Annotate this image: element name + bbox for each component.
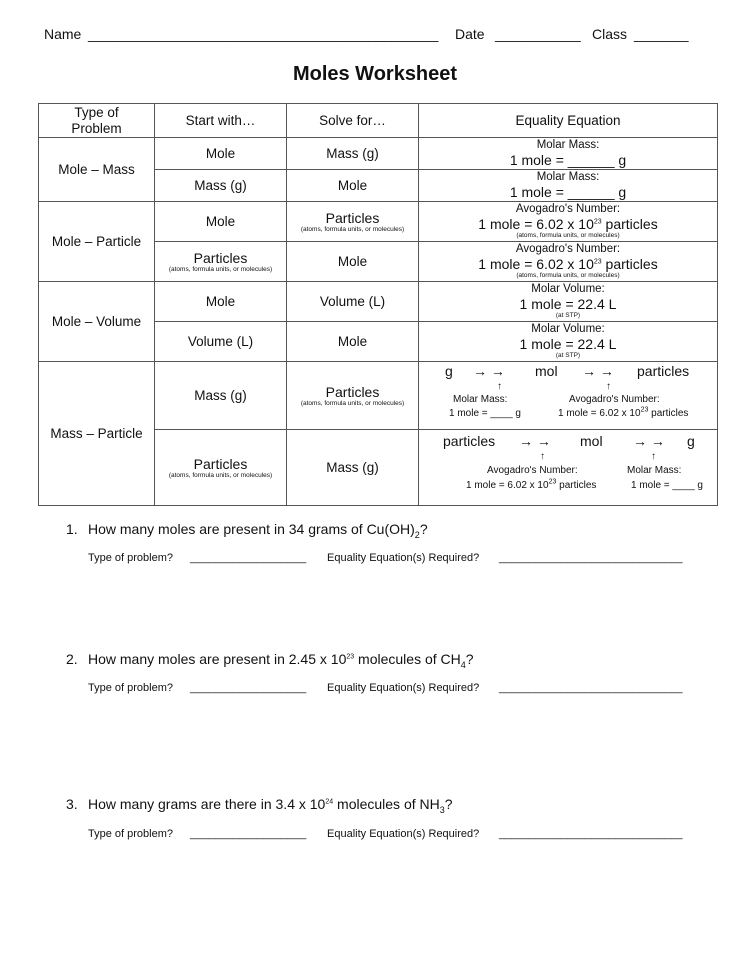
class-blank[interactable]: _______ <box>634 26 689 42</box>
flow-cell <box>419 430 718 506</box>
eq-label: Molar Mass: <box>536 170 600 183</box>
flow-start: g <box>445 363 453 379</box>
up-arrow-icon: ↑ <box>540 451 545 462</box>
eq-text: 1 mole = 6.02 x $10^{23}$ particles <box>478 256 658 273</box>
eq-label: Avogadro's Number: <box>515 202 621 215</box>
type-blank[interactable]: ___________________ <box>190 828 307 840</box>
question-number: 3. <box>66 796 78 812</box>
type-blank[interactable]: ___________________ <box>190 552 307 564</box>
flow-eq: 1 mole = 6.02 x $10^{23}$ particles <box>466 478 597 491</box>
type-blank[interactable]: ___________________ <box>190 682 307 694</box>
class-label: Class <box>592 26 628 42</box>
equation-cell <box>419 170 718 202</box>
solve-text: Particles <box>325 383 380 400</box>
flow-eq: 1 mole = 6.02 x $10^{23}$ particles <box>558 406 689 419</box>
flow-eq: 1 mole = ____ g <box>631 480 703 491</box>
equation-cell <box>419 138 718 170</box>
eq-note: (at STP) <box>555 312 581 320</box>
solve-cell: Mole <box>287 322 419 362</box>
solve-cell: Mole <box>287 242 419 282</box>
eq-text: 1 mole = ______ g <box>509 152 627 169</box>
eq-note: (atoms, formula units, or molecules) <box>516 232 620 240</box>
flow-label: Molar Mass: <box>627 465 682 476</box>
type-cell: Mole – Mass <box>39 138 155 202</box>
name-blank[interactable]: _____________________________________________ <box>88 26 439 42</box>
start-cell: Mole <box>155 202 287 242</box>
conversion-flow <box>419 430 717 505</box>
up-arrow-icon: ↑ <box>651 451 656 462</box>
eq-text: 1 mole = 6.02 x $10^{23}$ particles <box>478 216 658 233</box>
type-label: Type of problem? <box>88 828 173 840</box>
start-cell: Mass (g) <box>155 170 287 202</box>
conversion-flow <box>419 362 717 429</box>
header-equation: Equality Equation <box>419 104 718 138</box>
eq-text: 1 mole = ______ g <box>509 184 627 201</box>
start-cell <box>155 242 287 282</box>
start-cell: Volume (L) <box>155 322 287 362</box>
question-number: 1. <box>66 521 78 537</box>
eq-text: 1 mole = 22.4 L <box>519 296 617 313</box>
type-label: Type of problem? <box>88 682 173 694</box>
question-text: How many moles are present in 2.45 x $10^{23}$ molecules of $CH_4$? <box>88 651 474 670</box>
start-cell <box>155 430 287 506</box>
eq-text: 1 mole = 22.4 L <box>519 336 617 353</box>
equation-cell <box>419 242 718 282</box>
question-text: How many grams are there in 3.4 x $10^{24}$ molecules of $NH_3$? <box>88 796 453 815</box>
table-row <box>39 202 718 242</box>
start-text: Particles <box>193 249 248 266</box>
equation-cell <box>419 282 718 322</box>
date-blank[interactable]: ___________ <box>495 26 581 42</box>
equation-blank[interactable]: ______________________________ <box>499 552 683 564</box>
flow-mid: mol <box>535 363 558 379</box>
table-row <box>39 362 718 430</box>
equation-label: Equality Equation(s) Required? <box>327 828 480 840</box>
table-header-row <box>39 104 718 138</box>
date-label: Date <box>455 26 485 42</box>
arrow-icon: → → <box>582 363 614 379</box>
flow-mid: mol <box>580 433 603 449</box>
flow-cell <box>419 362 718 430</box>
flow-end: g <box>687 433 695 449</box>
table-row <box>39 282 718 322</box>
name-label: Name <box>44 26 82 42</box>
solve-cell: Mass (g) <box>287 138 419 170</box>
flow-label: Molar Mass: <box>453 394 508 405</box>
eq-note: (atoms, formula units, or molecules) <box>516 272 620 280</box>
question-number: 2. <box>66 651 78 667</box>
eq-label: Molar Volume: <box>531 322 605 335</box>
eq-label: Molar Volume: <box>531 282 605 295</box>
start-cell: Mole <box>155 282 287 322</box>
flow-eq: 1 mole = ____ g <box>449 408 521 419</box>
equation-label: Equality Equation(s) Required? <box>327 682 480 694</box>
equation-cell <box>419 202 718 242</box>
type-cell: Mass – Particle <box>39 362 155 506</box>
start-text: Particles <box>193 455 248 472</box>
page-title: Moles Worksheet <box>292 63 458 85</box>
solve-cell <box>287 202 419 242</box>
solve-cell: Volume (L) <box>287 282 419 322</box>
arrow-icon: → → <box>519 433 551 449</box>
start-note: (atoms, formula units, or molecules) <box>168 471 273 479</box>
arrow-icon: → → <box>633 433 665 449</box>
equation-cell <box>419 322 718 362</box>
question-text: How many moles are present in 34 grams of $Cu(OH)_2$? <box>88 521 428 540</box>
eq-label: Molar Mass: <box>536 138 600 151</box>
flow-label: Avogadro's Number: <box>569 394 660 405</box>
flow-label: Avogadro's Number: <box>487 465 578 476</box>
equation-label: Equality Equation(s) Required? <box>327 552 480 564</box>
flow-start: particles <box>443 433 496 449</box>
mole-conversion-table <box>38 103 718 506</box>
header-type: Type of Problem <box>39 104 155 138</box>
type-cell: Mole – Particle <box>39 202 155 282</box>
table-row <box>39 138 718 170</box>
up-arrow-icon: ↑ <box>497 381 502 392</box>
solve-text: Particles <box>325 209 380 226</box>
header-start: Start with… <box>155 104 287 138</box>
flow-end: particles <box>637 363 690 379</box>
up-arrow-icon: ↑ <box>606 381 611 392</box>
solve-note: (atoms, formula units, or molecules) <box>300 399 405 407</box>
type-label: Type of problem? <box>88 552 173 564</box>
start-cell: Mole <box>155 138 287 170</box>
solve-cell: Mass (g) <box>287 430 419 506</box>
type-cell: Mole – Volume <box>39 282 155 362</box>
start-note: (atoms, formula units, or molecules) <box>168 265 273 273</box>
eq-label: Avogadro's Number: <box>515 242 621 255</box>
arrow-icon: → → <box>473 363 505 379</box>
equation-blank[interactable]: ______________________________ <box>499 682 683 694</box>
start-cell: Mass (g) <box>155 362 287 430</box>
equation-blank[interactable]: ______________________________ <box>499 828 683 840</box>
header-solve: Solve for… <box>287 104 419 138</box>
solve-cell: Mole <box>287 170 419 202</box>
solve-cell <box>287 362 419 430</box>
eq-note: (at STP) <box>555 352 581 360</box>
solve-note: (atoms, formula units, or molecules) <box>300 225 405 233</box>
